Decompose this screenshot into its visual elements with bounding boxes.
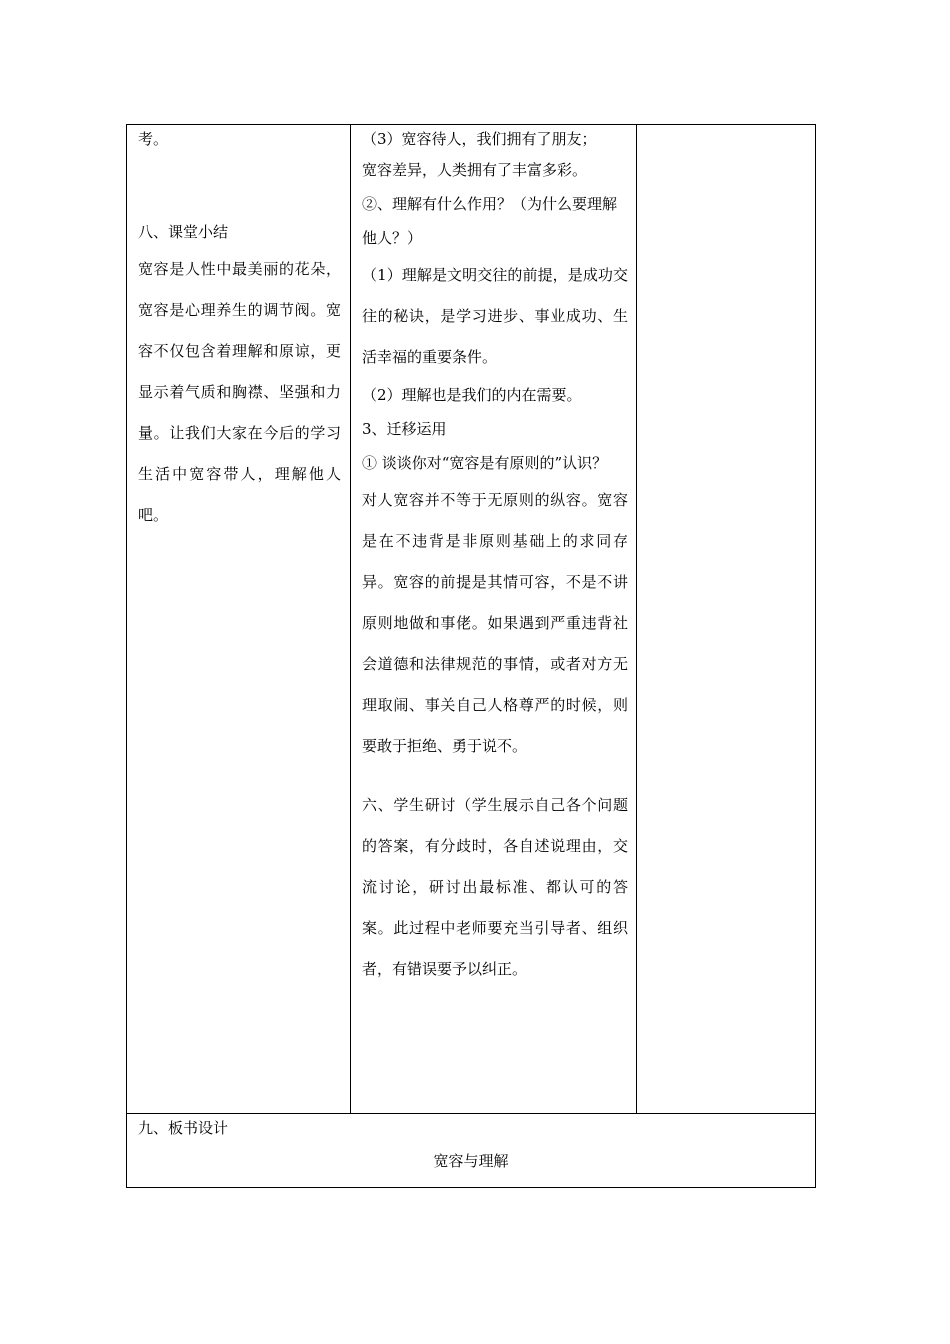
- summary-heading: 八、课堂小结: [138, 223, 229, 241]
- middle-column-cell: [351, 125, 636, 990]
- board-design-row: [127, 1114, 815, 1188]
- board-design-heading: 九、板书设计: [138, 1119, 229, 1137]
- transfer-question: ① 谈谈你对“宽容是有原则的”认识？: [362, 454, 608, 472]
- transfer-answer: 对人宽容并不等于无原则的纵容。宽容是在不违背是非原则基础上的求同存异。宽容的前提是其情可容，不是不讲原则地做和事佬。如果遇到严重违背社会道德和法律规范的事情，或者对方无理取闹、事关自己人格尊严的时候，则要敢于拒绝、勇于说不。: [362, 491, 628, 755]
- column-divider: [636, 125, 637, 1113]
- understanding-point-2: （2）理解也是我们的内在需要。: [362, 386, 582, 404]
- left-column-cell: [127, 125, 350, 536]
- tolerance-point-3: （3）宽容待人，我们拥有了朋友；: [362, 130, 597, 148]
- board-design-title: 宽容与理解: [433, 1152, 509, 1170]
- tolerance-diversity: 宽容差异，人类拥有了丰富多彩。: [362, 161, 588, 179]
- continued-text: 考。: [138, 130, 169, 148]
- student-discussion: 六、学生研讨（学生展示自己各个问题的答案，有分歧时，各自述说理由，交流讨论，研讨出最标准、都认可的答案。此过程中老师要充当引导者、组织者，有错误要予以纠正。: [362, 796, 628, 978]
- understanding-point-1: （1）理解是文明交往的前提，是成功交往的秘诀，是学习进步、事业成功、生活幸福的重要条件。: [362, 266, 628, 366]
- summary-paragraph: 宽容是人性中最美丽的花朵，宽容是心理养生的调节阀。宽容不仅包含着理解和原谅，更显示着气质和胸襟、坚强和力量。让我们大家在今后的学习生活中宽容带人，理解他人吧。: [138, 260, 341, 524]
- lesson-table: [126, 124, 816, 1188]
- understanding-question: ②、理解有什么作用？（为什么要理解他人？）: [362, 195, 618, 247]
- transfer-heading: 3、迁移运用: [362, 420, 447, 438]
